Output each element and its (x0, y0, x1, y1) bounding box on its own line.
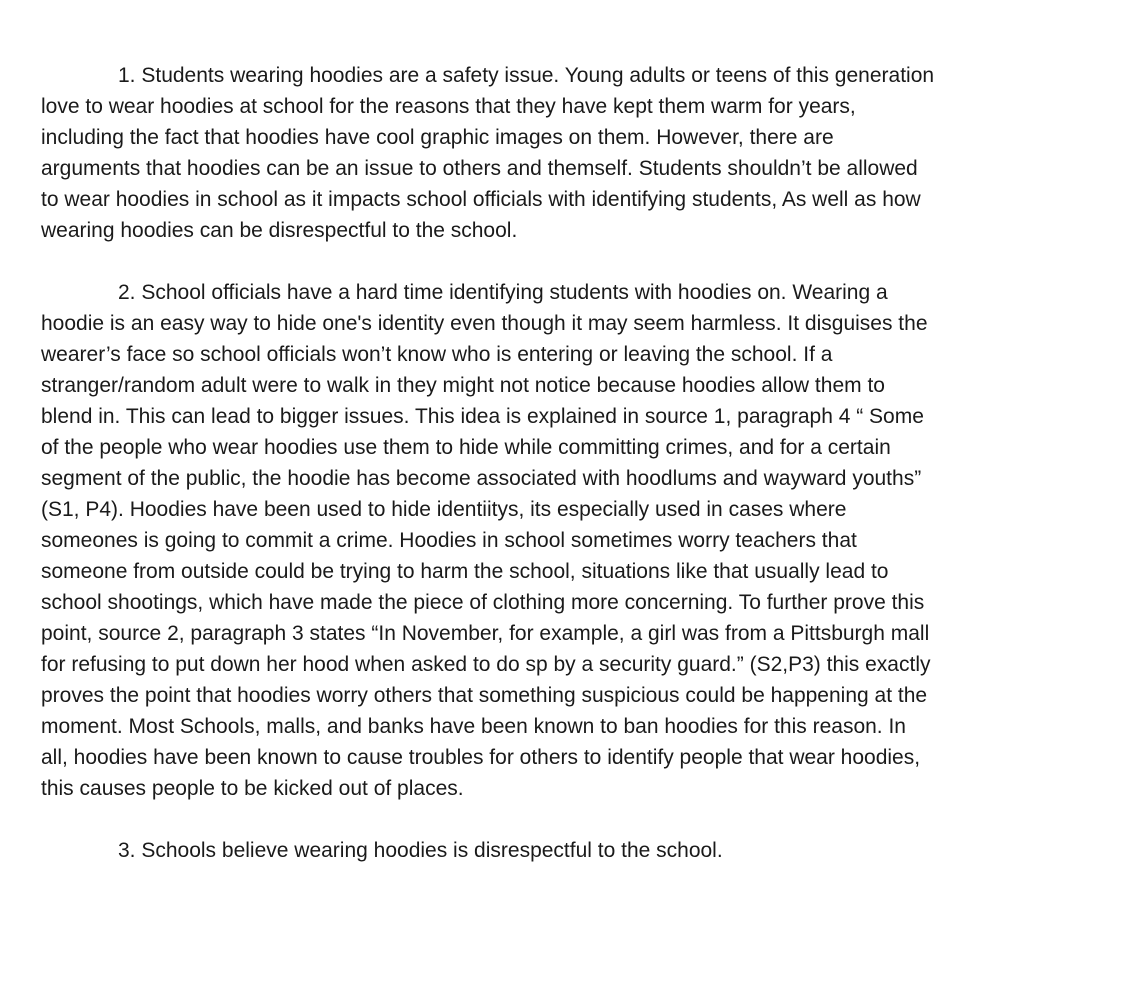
paragraph-line: moment. Most Schools, malls, and banks have been known to ban hoodies for this reason. In (41, 715, 906, 738)
paragraph-line: this causes people to be kicked out of places. (41, 777, 464, 800)
paragraph-line: to wear hoodies in school as it impacts school officials with identifying students, As well as how (41, 188, 921, 211)
paragraph-line: blend in. This can lead to bigger issues. This idea is explained in source 1, paragraph 4 “ Some (41, 405, 924, 428)
paragraph-line: someones is going to commit a crime. Hoodies in school sometimes worry teachers that (41, 529, 857, 552)
paragraph-line: someone from outside could be trying to harm the school, situations like that usually lead to (41, 560, 889, 583)
paragraph-line: segment of the public, the hoodie has become associated with hoodlums and wayward youths” (41, 467, 922, 490)
paragraph-line: hoodie is an easy way to hide one's identity even though it may seem harmless. It disguises the (41, 312, 928, 335)
paragraph-line: 1. Students wearing hoodies are a safety issue. Young adults or teens of this generation (118, 64, 935, 87)
paragraph-line: wearing hoodies can be disrespectful to the school. (41, 219, 518, 242)
paragraph-line: for refusing to put down her hood when asked to do sp by a security guard.” (S2,P3) this exactly (41, 653, 931, 676)
paragraph-line: point, source 2, paragraph 3 states “In November, for example, a girl was from a Pittsburgh mall (41, 622, 930, 645)
paragraph-3 (41, 835, 1041, 866)
document-page (41, 60, 1041, 897)
paragraph-line: 2. School officials have a hard time identifying students with hoodies on. Wearing a (118, 281, 888, 304)
paragraph-line: of the people who wear hoodies use them to hide while committing crimes, and for a certain (41, 436, 891, 459)
paragraph-line: proves the point that hoodies worry others that something suspicious could be happening at the (41, 684, 928, 707)
paragraph-2 (41, 277, 1041, 804)
paragraph-1 (41, 60, 1041, 246)
paragraph-line: wearer’s face so school officials won’t know who is entering or leaving the school. If a (41, 343, 833, 366)
paragraph-line: school shootings, which have made the piece of clothing more concerning. To further prove this (41, 591, 925, 614)
paragraph-line: love to wear hoodies at school for the reasons that they have kept them warm for years, (41, 95, 856, 118)
paragraph-line: stranger/random adult were to walk in they might not notice because hoodies allow them to (41, 374, 885, 397)
paragraph-line: including the fact that hoodies have cool graphic images on them. However, there are (41, 126, 834, 149)
paragraph-line: (S1, P4). Hoodies have been used to hide identiitys, its especially used in cases where (41, 498, 847, 521)
paragraph-line: 3. Schools believe wearing hoodies is disrespectful to the school. (118, 839, 723, 862)
paragraph-line: all, hoodies have been known to cause troubles for others to identify people that wear hoodies, (41, 746, 921, 769)
paragraph-line: arguments that hoodies can be an issue to others and themself. Students shouldn’t be allowed (41, 157, 918, 180)
